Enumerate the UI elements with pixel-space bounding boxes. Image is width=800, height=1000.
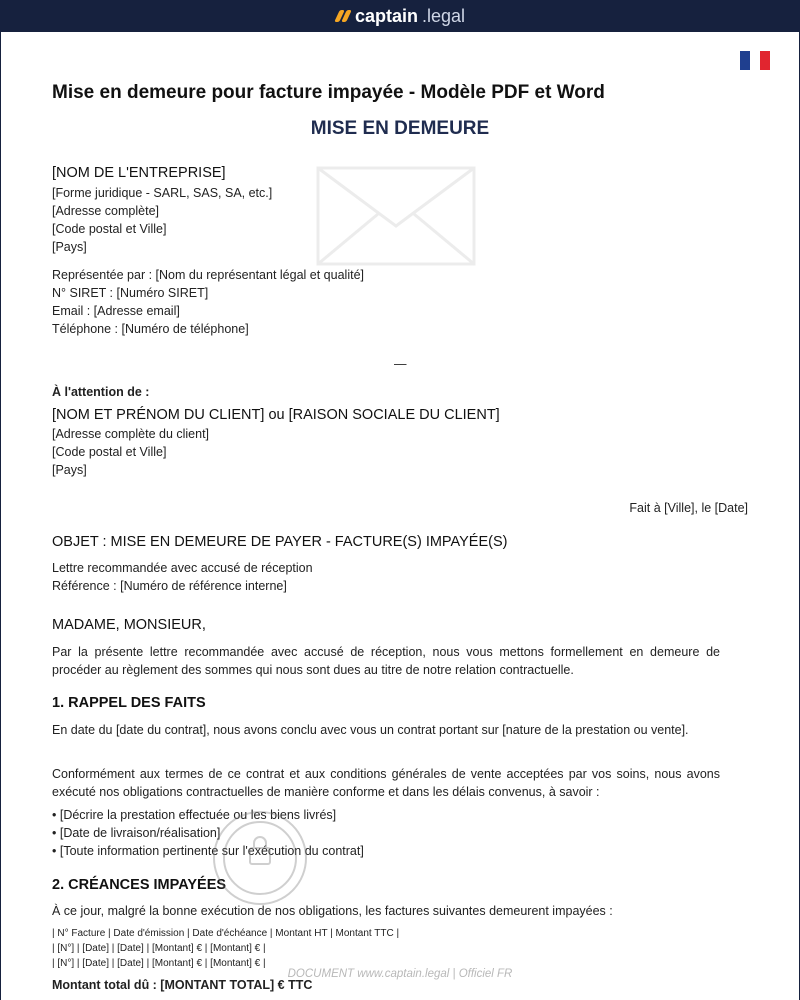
salutation: MADAME, MONSIEUR,	[52, 617, 206, 633]
flag-white-stripe	[750, 51, 760, 70]
section-1-paragraph-1: En date du [date du contrat], nous avons conclu avec vous un contrat portant sur [nature de la prestation ou vente].	[52, 723, 689, 737]
total-due: Montant total dû : [MONTANT TOTAL] € TTC	[52, 978, 313, 992]
recipient-address: [Adresse complète du client]	[52, 427, 210, 441]
sender-address: [Adresse complète]	[52, 204, 159, 218]
top-banner	[0, 0, 800, 32]
flag-red-stripe	[760, 51, 770, 70]
separator: —	[394, 357, 407, 371]
sender-legal-form: [Forme juridique - SARL, SAS, SA, etc.]	[52, 186, 273, 200]
recipient-postal: [Code postal et Ville]	[52, 445, 167, 459]
reference: Référence : [Numéro de référence interne]	[52, 579, 287, 593]
document-title: Mise en demeure pour facture impayée - Modèle PDF et Word	[52, 82, 605, 103]
sender-company: [NOM DE L'ENTREPRISE]	[52, 165, 226, 181]
captain-logo-icon	[335, 10, 351, 22]
sender-email: Email : [Adresse email]	[52, 304, 180, 318]
brand-name: captain	[354, 5, 418, 26]
recipient-country: [Pays]	[52, 463, 87, 477]
table-row: | [N°] | [Date] | [Date] | [Montant] € | [Montant] € |	[52, 958, 266, 969]
table-row: | [N°] | [Date] | [Date] | [Montant] € | [Montant] € |	[52, 943, 266, 954]
sender-representative: Représentée par : [Nom du représentant légal et qualité]	[52, 268, 364, 282]
watermark-text: DOCUMENT www.captain.legal | Officiel FR	[287, 968, 513, 980]
list-item: • [Toute information pertinente sur l'exécution du contrat]	[52, 844, 364, 858]
list-item: • [Date de livraison/réalisation]	[52, 826, 221, 840]
letter-object: OBJET : MISE EN DEMEURE DE PAYER - FACTURE(S) IMPAYÉE(S)	[52, 534, 508, 550]
place-date: Fait à [Ville], le [Date]	[629, 501, 748, 515]
recipient-name: [NOM ET PRÉNOM DU CLIENT] ou [RAISON SOCIALE DU CLIENT]	[52, 407, 500, 423]
french-flag-icon[interactable]	[740, 51, 770, 70]
brand-logo[interactable]	[335, 6, 465, 27]
sender-country: [Pays]	[52, 240, 87, 254]
delivery-method: Lettre recommandée avec accusé de réception	[52, 561, 313, 575]
intro-paragraph: Par la présente lettre recommandée avec accusé de réception, nous vous mettons formellement en demeure de procéder au règlement des sommes qui nous sont dues au titre de notre relation contractuelle.	[52, 645, 720, 677]
brand-suffix: .legal	[422, 5, 466, 26]
section-2-paragraph: À ce jour, malgré la bonne exécution de nos obligations, les factures suivantes demeurent impayées :	[52, 904, 613, 918]
envelope-icon	[316, 166, 476, 266]
section-1-title: 1. RAPPEL DES FAITS	[52, 695, 206, 711]
list-item: • [Décrire la prestation effectuée ou les biens livrés]	[52, 808, 337, 822]
sender-postal: [Code postal et Ville]	[52, 222, 167, 236]
section-1-paragraph-2: Conformément aux termes de ce contrat et aux conditions générales de vente acceptées par vos soins, nous avons exécuté nos obligations contractuelles de manière conforme et dans les délais convenus, à savoir :	[52, 767, 720, 799]
sender-phone: Téléphone : [Numéro de téléphone]	[52, 322, 249, 336]
flag-blue-stripe	[740, 51, 750, 70]
section-2-title: 2. CRÉANCES IMPAYÉES	[52, 877, 227, 893]
recipient-label: À l'attention de :	[52, 385, 150, 399]
letter-heading: MISE EN DEMEURE	[310, 118, 490, 139]
table-row: | N° Facture | Date d'émission | Date d'échéance | Montant HT | Montant TTC |	[52, 928, 400, 939]
certified-stamp-icon	[210, 808, 310, 908]
sender-siret: N° SIRET : [Numéro SIRET]	[52, 286, 209, 300]
